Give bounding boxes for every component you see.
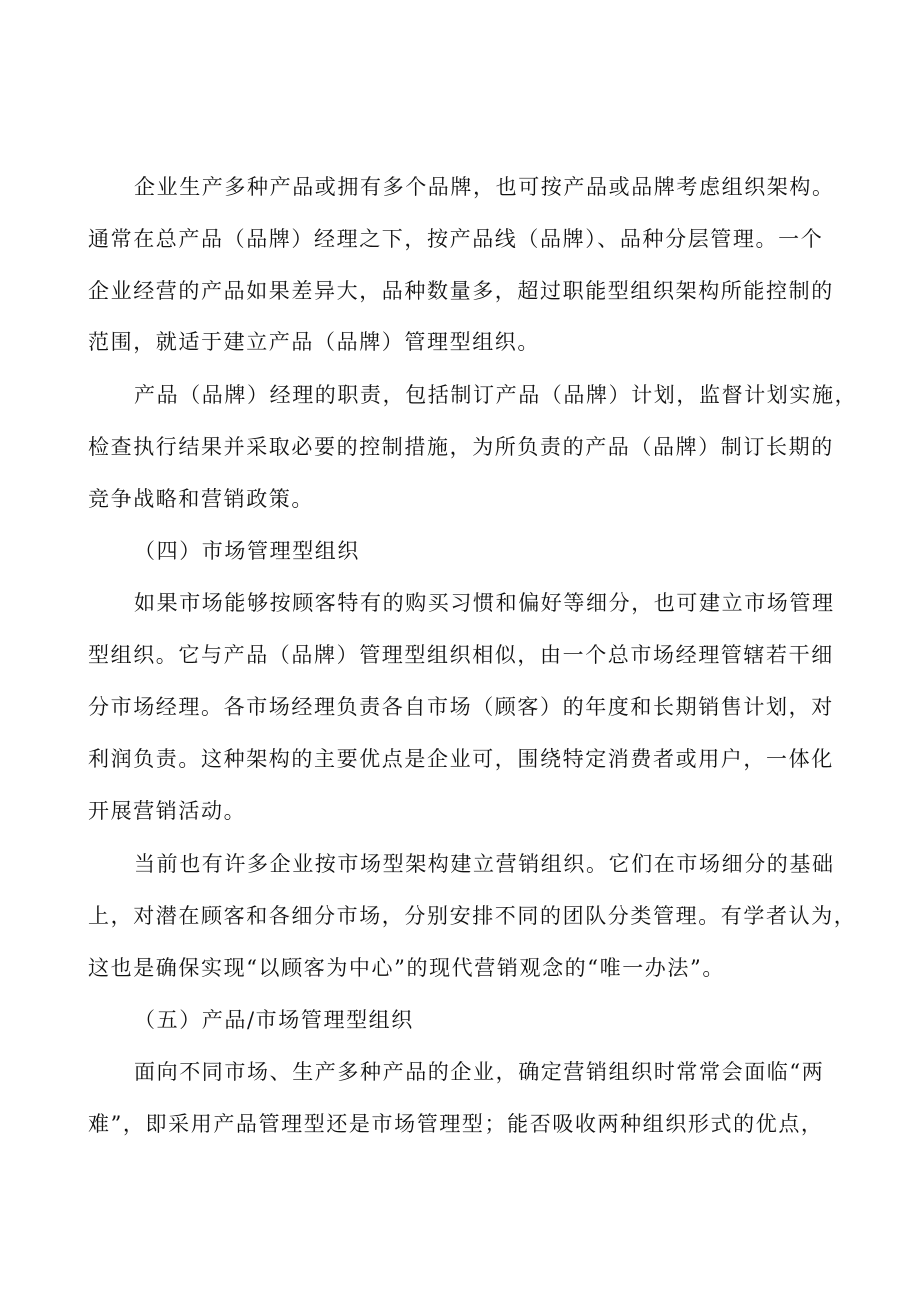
paragraph-1-line-1: 企业生产多种产品或拥有多个品牌，也可按产品或品牌考虑组织架构。 [134, 175, 835, 199]
paragraph-3-line-2: 型组织。它与产品（品牌）管理型组织相似，由一个总市场经理管辖若干细 [88, 643, 834, 667]
paragraph-4-line-2: 上，对潜在顾客和各细分市场，分别安排不同的团队分类管理。有学者认为， [88, 904, 857, 928]
paragraph-3-line-4: 利润负责。这种架构的主要优点是企业可，围绕特定消费者或用户，一体化 [88, 747, 834, 771]
paragraph-1-line-2: 通常在总产品（品牌）经理之下，按产品线（品牌）、品种分层管理。一个 [88, 227, 824, 251]
paragraph-5-line-1: 面向不同市场、生产多种产品的企业，确定营销组织时常常会面临“两 [134, 1060, 825, 1084]
paragraph-2-line-2: 检查执行结果并采取必要的控制措施，为所负责的产品（品牌）制订长期的 [88, 435, 834, 459]
paragraph-3-line-1: 如果市场能够按顾客特有的购买习惯和偏好等细分，也可建立市场管理 [134, 591, 835, 615]
paragraph-1-line-3: 企业经营的产品如果差异大，品种数量多，超过职能型组织架构所能控制的 [88, 279, 834, 303]
paragraph-2-line-1: 产品（品牌）经理的职责，包括制订产品（品牌）计划，监督计划实施， [134, 383, 858, 407]
paragraph-5-line-2: 难”，即采用产品管理型还是市场管理型；能否吸收两种组织形式的优点， [88, 1112, 824, 1136]
paragraph-3-line-3: 分市场经理。各市场经理负责各自市场（顾客）的年度和长期销售计划，对 [88, 695, 834, 719]
paragraph-2-line-3: 竞争战略和营销政策。 [88, 487, 314, 511]
paragraph-3-line-5: 开展营销活动。 [88, 799, 247, 823]
section-heading-4: （四）市场管理型组织 [134, 539, 360, 563]
paragraph-4-line-3: 这也是确保实现“以顾客为中心”的现代营销观念的“唯一办法”。 [88, 956, 725, 980]
paragraph-1-line-4: 范围，就适于建立产品（品牌）管理型组织。 [88, 330, 540, 354]
section-heading-5: （五）产品/市场管理型组织 [134, 1008, 414, 1032]
paragraph-4-line-1: 当前也有许多企业按市场型架构建立营销组织。它们在市场细分的基础 [134, 852, 835, 876]
